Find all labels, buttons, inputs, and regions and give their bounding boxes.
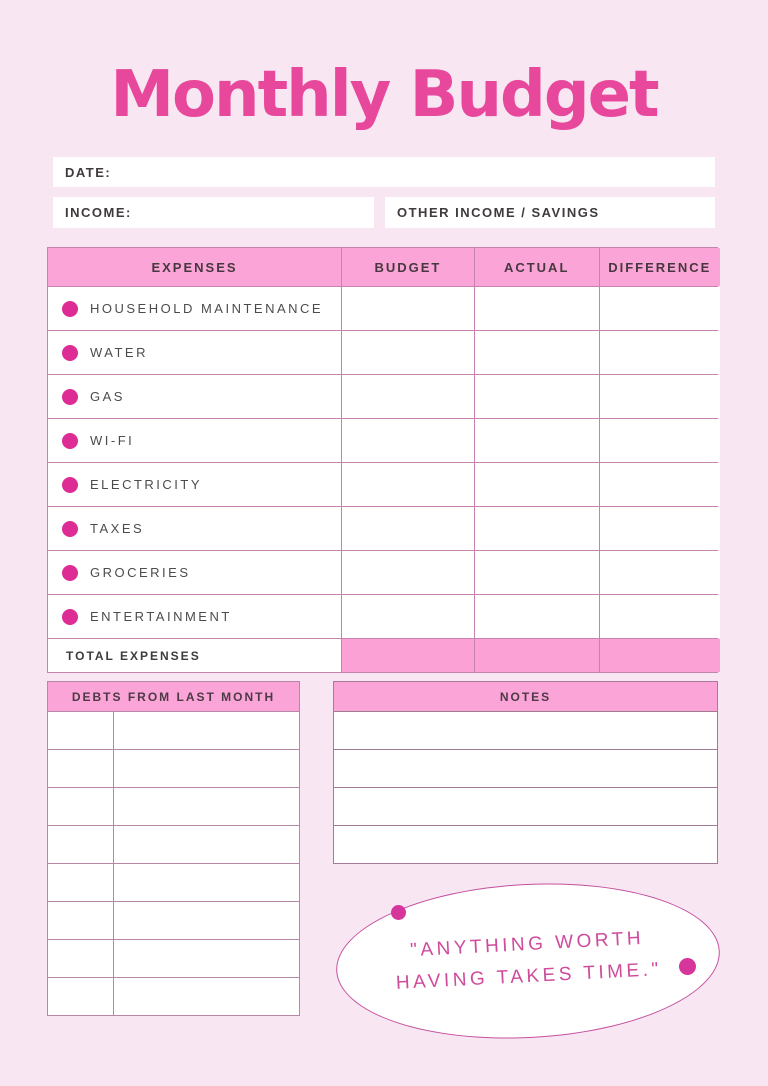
difference-cell[interactable] bbox=[600, 419, 720, 462]
difference-cell[interactable] bbox=[600, 463, 720, 506]
bullet-dot-icon bbox=[62, 521, 78, 537]
column-header-budget: BUDGET bbox=[342, 248, 474, 286]
actual-cell[interactable] bbox=[475, 375, 599, 418]
expense-name: ENTERTAINMENT bbox=[90, 609, 232, 624]
notes-line[interactable] bbox=[334, 711, 717, 749]
budget-cell[interactable] bbox=[342, 287, 474, 330]
difference-cell[interactable] bbox=[600, 375, 720, 418]
expense-row-label bbox=[48, 463, 341, 506]
expense-row-label bbox=[48, 375, 341, 418]
notes-line[interactable] bbox=[334, 825, 717, 863]
bullet-dot-icon bbox=[62, 301, 78, 317]
debt-amount-cell[interactable] bbox=[48, 902, 113, 939]
ellipse-accent-dot bbox=[391, 905, 406, 920]
notes-title: NOTES bbox=[334, 682, 717, 711]
expense-name: HOUSEHOLD MAINTENANCE bbox=[90, 301, 324, 316]
expense-name: WI-FI bbox=[90, 433, 135, 448]
total-expenses-label: TOTAL EXPENSES bbox=[48, 639, 341, 672]
column-header-difference: DIFFERENCE bbox=[600, 248, 720, 286]
debt-desc-cell[interactable] bbox=[114, 864, 299, 901]
actual-cell[interactable] bbox=[475, 551, 599, 594]
expense-name: WATER bbox=[90, 345, 148, 360]
quote-text bbox=[393, 922, 662, 1000]
bullet-dot-icon bbox=[62, 477, 78, 493]
budget-cell[interactable] bbox=[342, 419, 474, 462]
notes-line[interactable] bbox=[334, 749, 717, 787]
expense-row-label bbox=[48, 419, 341, 462]
actual-cell[interactable] bbox=[475, 419, 599, 462]
debt-amount-cell[interactable] bbox=[48, 864, 113, 901]
debt-desc-cell[interactable] bbox=[114, 978, 299, 1015]
debt-amount-cell[interactable] bbox=[48, 788, 113, 825]
actual-cell[interactable] bbox=[475, 507, 599, 550]
notes-section bbox=[333, 681, 718, 864]
other-income-field[interactable] bbox=[385, 197, 715, 228]
actual-cell[interactable] bbox=[475, 595, 599, 638]
debt-desc-cell[interactable] bbox=[114, 750, 299, 787]
bullet-dot-icon bbox=[62, 609, 78, 625]
quote-ellipse bbox=[332, 874, 724, 1048]
budget-cell[interactable] bbox=[342, 331, 474, 374]
actual-cell[interactable] bbox=[475, 287, 599, 330]
income-label: INCOME: bbox=[65, 205, 132, 220]
actual-cell[interactable] bbox=[475, 331, 599, 374]
actual-cell[interactable] bbox=[475, 463, 599, 506]
difference-cell[interactable] bbox=[600, 595, 720, 638]
other-income-label: OTHER INCOME / SAVINGS bbox=[397, 205, 600, 220]
column-header-actual: ACTUAL bbox=[475, 248, 599, 286]
difference-cell[interactable] bbox=[600, 287, 720, 330]
expense-name: ELECTRICITY bbox=[90, 477, 203, 492]
debt-desc-cell[interactable] bbox=[114, 712, 299, 749]
debt-desc-cell[interactable] bbox=[114, 940, 299, 977]
debt-amount-cell[interactable] bbox=[48, 750, 113, 787]
ellipse-accent-dot bbox=[679, 958, 696, 975]
total-actual-cell[interactable] bbox=[475, 639, 599, 672]
budget-cell[interactable] bbox=[342, 507, 474, 550]
total-budget-cell[interactable] bbox=[342, 639, 474, 672]
difference-cell[interactable] bbox=[600, 331, 720, 374]
expenses-table bbox=[47, 247, 718, 673]
budget-cell[interactable] bbox=[342, 551, 474, 594]
debt-desc-cell[interactable] bbox=[114, 902, 299, 939]
column-header-expenses: EXPENSES bbox=[48, 248, 341, 286]
date-field[interactable] bbox=[53, 157, 715, 187]
quote-line-2: HAVING TAKES TIME." bbox=[395, 959, 663, 994]
expense-name: TAXES bbox=[90, 521, 145, 536]
debts-table-body bbox=[48, 711, 299, 1015]
expense-name: GAS bbox=[90, 389, 125, 404]
debt-amount-cell[interactable] bbox=[48, 940, 113, 977]
budget-cell[interactable] bbox=[342, 375, 474, 418]
quote-line-1: "ANYTHING WORTH bbox=[409, 927, 645, 961]
difference-cell[interactable] bbox=[600, 551, 720, 594]
expense-row-label bbox=[48, 507, 341, 550]
debts-table bbox=[47, 681, 300, 1016]
date-label: DATE: bbox=[65, 164, 112, 180]
debts-table-title: DEBTS FROM LAST MONTH bbox=[48, 682, 299, 711]
expense-row-label bbox=[48, 551, 341, 594]
debt-desc-cell[interactable] bbox=[114, 788, 299, 825]
debt-amount-cell[interactable] bbox=[48, 826, 113, 863]
income-field[interactable] bbox=[53, 197, 374, 228]
bullet-dot-icon bbox=[62, 345, 78, 361]
budget-cell[interactable] bbox=[342, 463, 474, 506]
expense-row-label bbox=[48, 287, 341, 330]
debt-desc-cell[interactable] bbox=[114, 826, 299, 863]
total-difference-cell[interactable] bbox=[600, 639, 720, 672]
bullet-dot-icon bbox=[62, 433, 78, 449]
expense-row-label bbox=[48, 595, 341, 638]
bullet-dot-icon bbox=[62, 389, 78, 405]
debt-amount-cell[interactable] bbox=[48, 978, 113, 1015]
expense-name: GROCERIES bbox=[90, 565, 191, 580]
expense-row-label bbox=[48, 331, 341, 374]
bullet-dot-icon bbox=[62, 565, 78, 581]
debt-amount-cell[interactable] bbox=[48, 712, 113, 749]
page-title: Monthly Budget bbox=[110, 58, 658, 132]
notes-line[interactable] bbox=[334, 787, 717, 825]
budget-cell[interactable] bbox=[342, 595, 474, 638]
difference-cell[interactable] bbox=[600, 507, 720, 550]
